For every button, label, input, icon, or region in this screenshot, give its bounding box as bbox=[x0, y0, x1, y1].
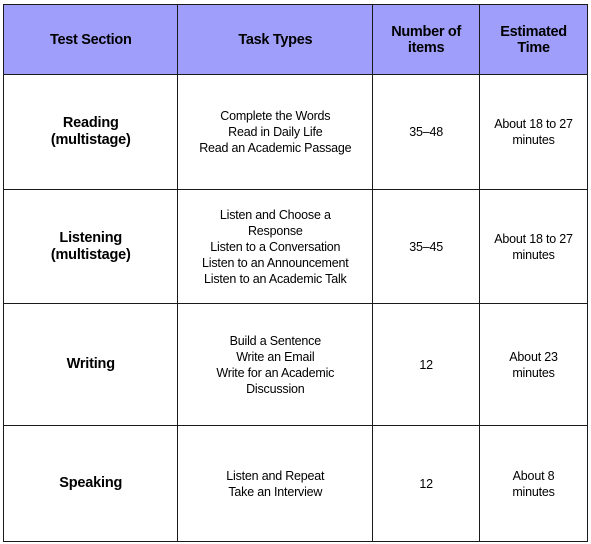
task-item: Write an Email bbox=[236, 349, 315, 364]
task-item: Read an Academic Passage bbox=[199, 141, 352, 155]
table-row-reading bbox=[4, 75, 588, 190]
task-item: Listen to an Academic Talk bbox=[204, 271, 347, 286]
task-item: Take an Interview bbox=[228, 484, 323, 499]
table-row-writing bbox=[4, 304, 588, 426]
test-structure-table-container bbox=[3, 4, 588, 541]
time-cell: About 23 minutes bbox=[480, 304, 588, 426]
items-cell: 12 bbox=[373, 304, 480, 426]
task-item: Write for an Academic bbox=[216, 365, 335, 380]
task-types-cell bbox=[178, 426, 373, 542]
header-row bbox=[4, 5, 588, 75]
time-cell: About 18 to 27 minutes bbox=[480, 75, 588, 190]
header-estimated-time: Estimated Time bbox=[480, 5, 588, 75]
task-item: Listen and Choose a bbox=[219, 207, 331, 222]
time-cell: About 8 minutes bbox=[480, 426, 588, 542]
items-cell: 12 bbox=[373, 426, 480, 542]
task-types-cell bbox=[178, 304, 373, 426]
section-cell: Reading (multistage) bbox=[4, 75, 178, 190]
task-item: Response bbox=[247, 223, 303, 238]
items-cell: 35–45 bbox=[373, 190, 480, 304]
table-row-listening bbox=[4, 190, 588, 304]
table-row-speaking bbox=[4, 426, 588, 542]
task-types-cell bbox=[178, 190, 373, 304]
header-task-types: Task Types bbox=[178, 5, 373, 75]
section-cell: Writing bbox=[4, 304, 178, 426]
header-number-of-items: Number of items bbox=[373, 5, 480, 75]
header-test-section: Test Section bbox=[4, 5, 178, 75]
task-item: Build a Sentence bbox=[229, 333, 321, 348]
items-cell: 35–48 bbox=[373, 75, 480, 190]
task-item: Listen to a Conversation bbox=[210, 239, 341, 254]
time-cell: About 18 to 27 minutes bbox=[480, 190, 588, 304]
task-item: Read in Daily Life bbox=[228, 125, 323, 139]
task-item: Complete the Words bbox=[220, 109, 331, 123]
test-structure-table bbox=[3, 4, 588, 542]
task-types-cell bbox=[178, 75, 373, 190]
task-item: Discussion bbox=[246, 381, 305, 396]
task-item: Listen and Repeat bbox=[226, 468, 325, 483]
task-item: Listen to an Announcement bbox=[202, 255, 349, 270]
section-cell: Listening (multistage) bbox=[4, 190, 178, 304]
section-cell: Speaking bbox=[4, 426, 178, 542]
